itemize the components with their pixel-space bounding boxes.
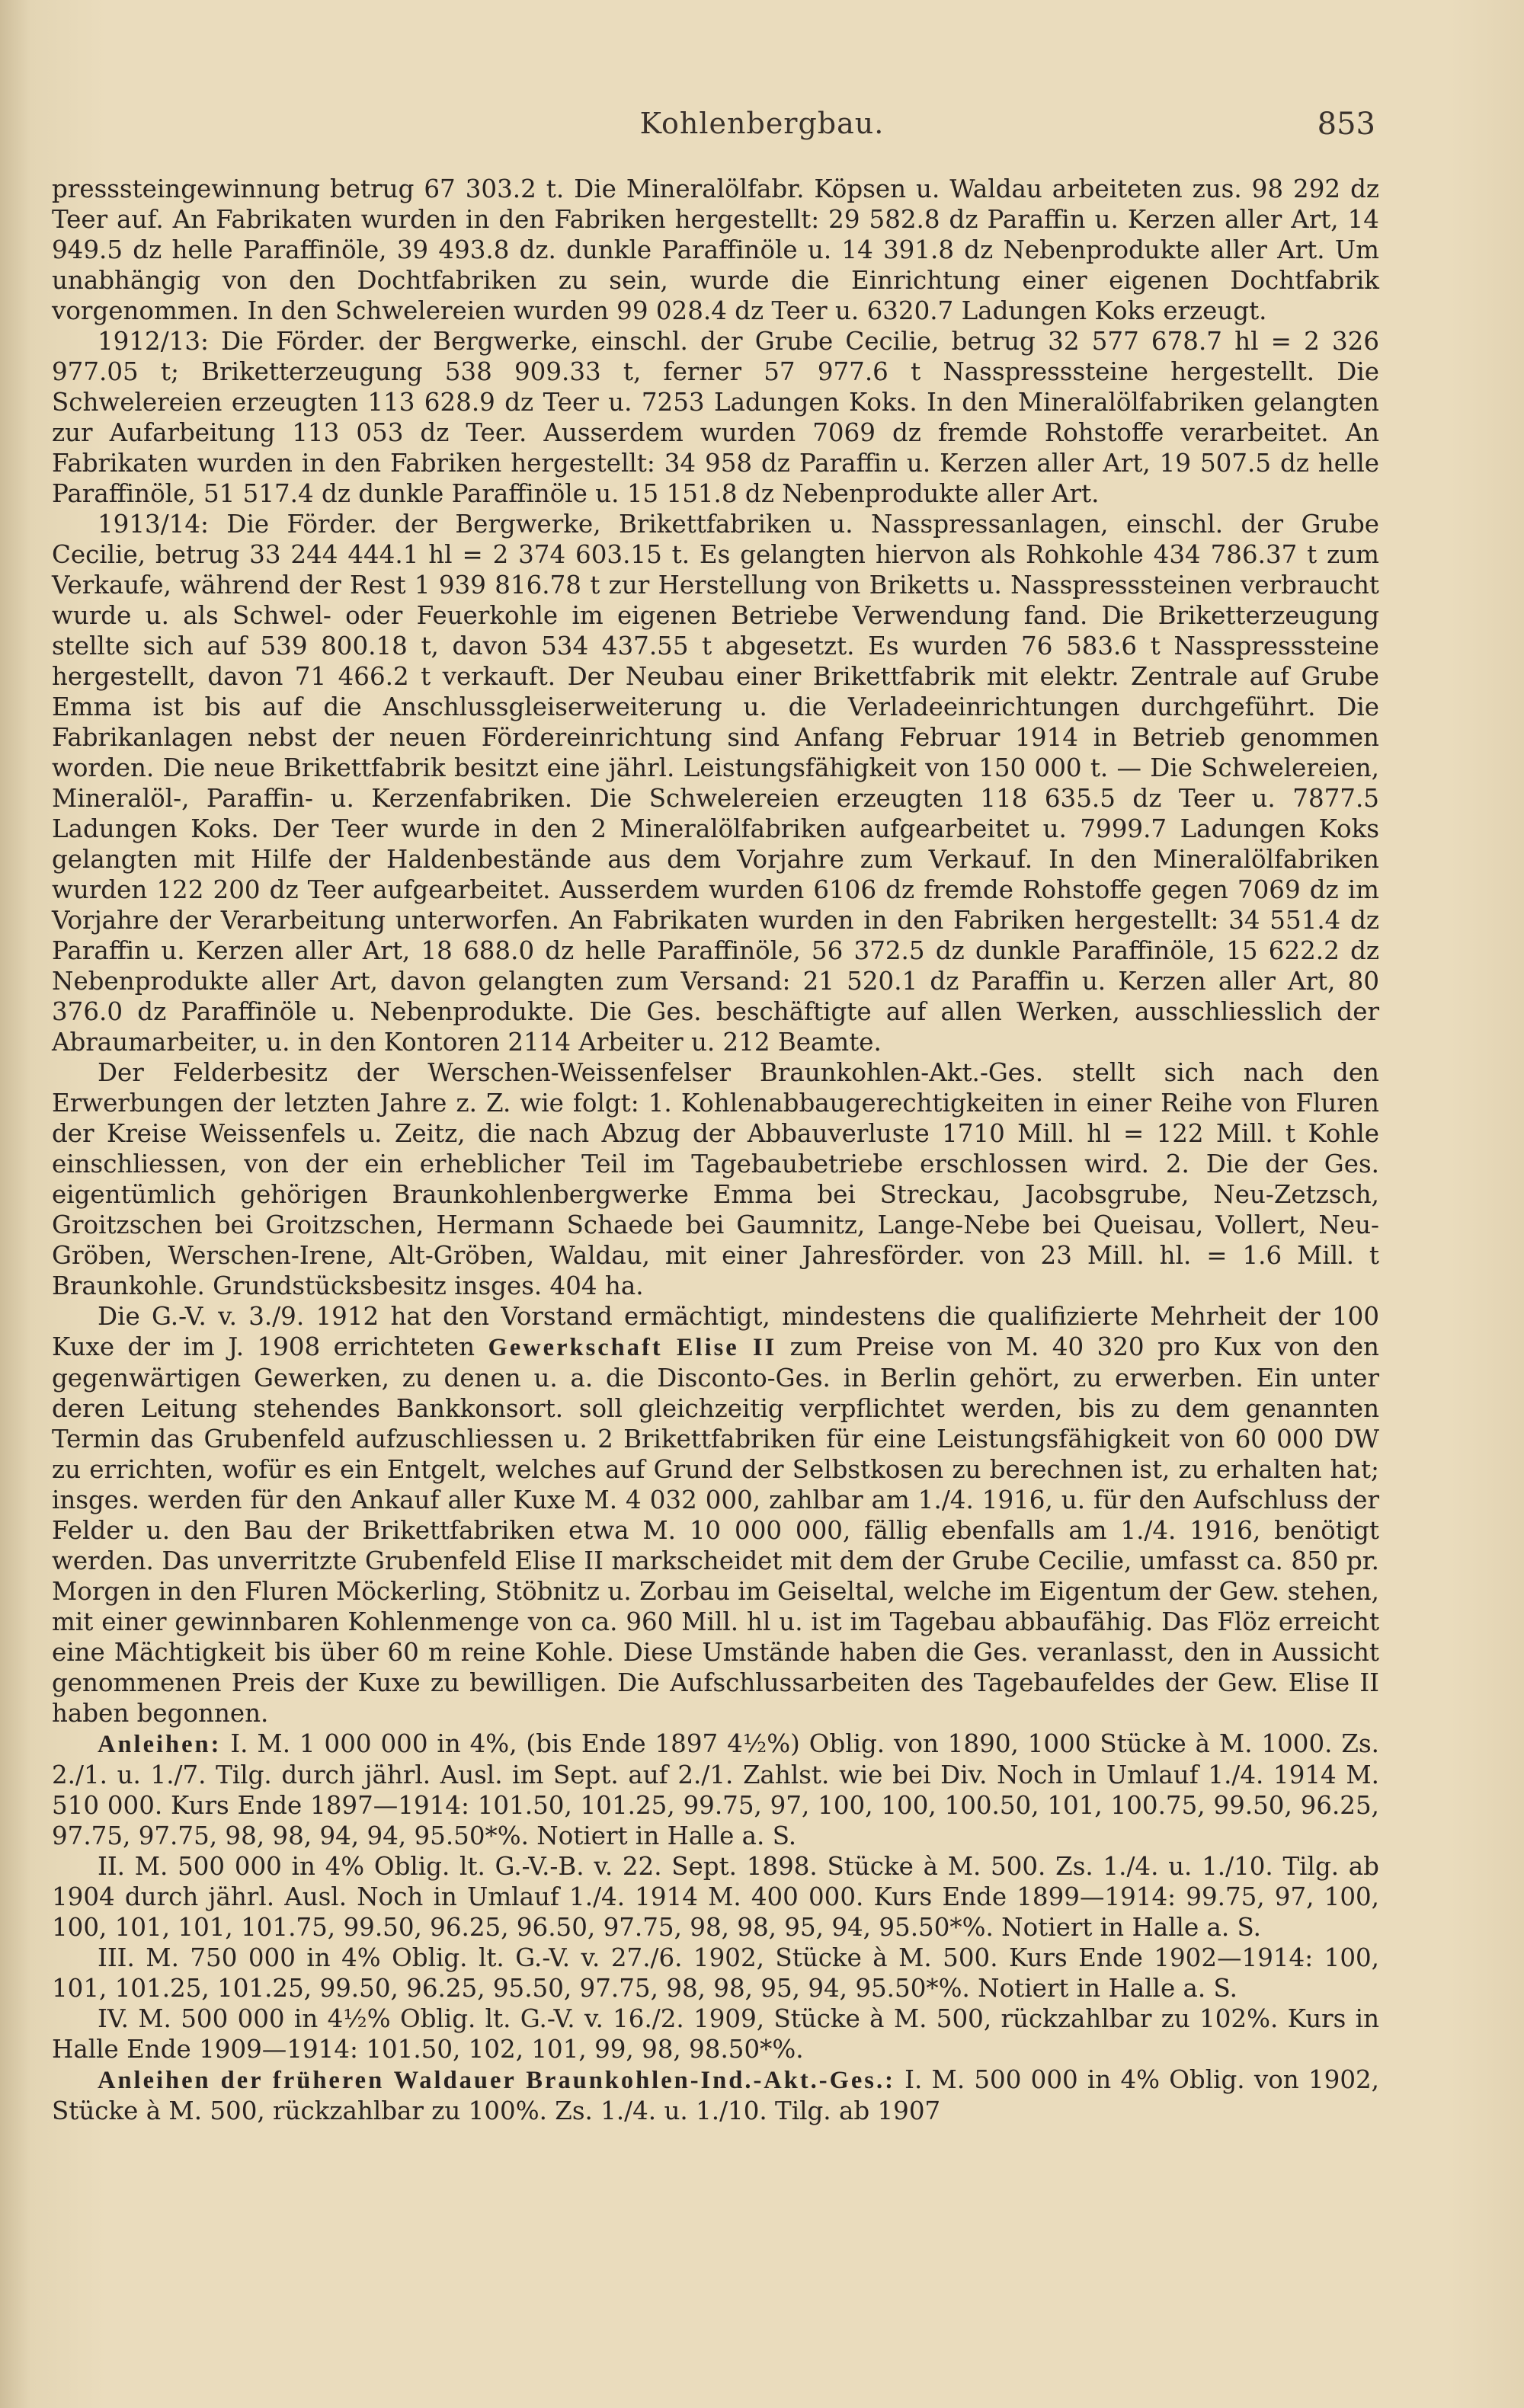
- emphasized-text: Anleihen der früheren Waldauer Braunkohlen-Ind.-Akt.-Ges.:: [98, 2067, 895, 2094]
- paragraph: 1913/14: Die Förder. der Bergwerke, Brikettfabriken u. Nasspressanlagen, einschl. der Grube Cecilie, betrug 33 244 444.1 hl = 2 374 603.15 t. Es gelangten hiervon als Rohkohle 434 786.37 t zum Verkaufe, während der Rest 1 939 816.78 t zur Herstellung von Briketts u. Nasspresssteinen verbraucht wurde u. als Schwel- oder Feuerkohle im eigenen Betriebe Verwendung fand. Die Briketterzeugung stellte sich auf 539 800.18 t, davon 534 437.55 t abgesetzt. Es wurden 76 583.6 t Nasspresssteine hergestellt, davon 71 466.2 t verkauft. Der Neubau einer Brikettfabrik mit elektr. Zentrale auf Grube Emma ist bis auf die Anschlussgleiserweiterung u. die Verladeeinrichtungen durchgeführt. Die Fabrikanlagen nebst der neuen Fördereinrichtung sind Anfang Februar 1914 in Betrieb genommen worden. Die neue Brikettfabrik besitzt eine jährl. Leistungsfähigkeit von 150 000 t. — Die Schwelereien, Mineralöl-, Paraffin- u. Kerzenfabriken. Die Schwelereien erzeugten 118 635.5 dz Teer u. 7877.5 Ladungen Koks. Der Teer wurde in den 2 Mineralölfabriken aufgearbeitet u. 7999.7 Ladungen Koks gelangten mit Hilfe der Haldenbestände aus dem Vorjahre zum Verkauf. In den Mineralölfabriken wurden 122 200 dz Teer aufgearbeitet. Ausserdem wurden 6106 dz fremde Rohstoffe gegen 7069 dz im Vorjahre der Verarbeitung unterworfen. An Fabrikaten wurden in den Fabriken hergestellt: 34 551.4 dz Paraffin u. Kerzen aller Art, 18 688.0 dz helle Paraffinöle, 56 372.5 dz dunkle Paraffinöle, 15 622.2 dz Nebenprodukte aller Art, davon gelangten zum Versand: 21 520.1 dz Paraffin u. Kerzen aller Art, 80 376.0 dz Paraffinöle u. Nebenprodukte. Die Ges. beschäftigte auf allen Werken, ausschliesslich der Abraumarbeiter, u. in den Kontoren 2114 Arbeiter u. 212 Beamte.: [52, 510, 1379, 1057]
- paragraph: III. M. 750 000 in 4% Oblig. lt. G.-V. v. 27./6. 1902, Stücke à M. 500. Kurs Ende 1902—1914: 100, 101, 101.25, 101.25, 99.50, 96.25, 95.50, 97.75, 98, 98, 95, 94, 95.50*%. Notiert in Halle a. S.: [52, 1943, 1379, 2003]
- emphasized-text: Gewerkschaft Elise II: [488, 1334, 777, 1361]
- body-text: [52, 174, 1379, 2126]
- paragraph: IV. M. 500 000 in 4½% Oblig. lt. G.-V. v. 16./2. 1909, Stücke à M. 500, rückzahlbar zu 102%. Kurs in Halle Ende 1909—1914: 101.50, 102, 101, 99, 98, 98.50*%.: [52, 2004, 1379, 2064]
- paragraph: presssteingewinnung betrug 67 303.2 t. Die Mineralölfabr. Köpsen u. Waldau arbeiteten zus. 98 292 dz Teer auf. An Fabrikaten wurden in den Fabriken hergestellt: 29 582.8 dz Paraffin u. Kerzen aller Art, 14 949.5 dz helle Paraffinöle, 39 493.8 dz. dunkle Paraffinöle u. 14 391.8 dz Nebenprodukte aller Art. Um unabhängig von den Dochtfabriken zu sein, wurde die Einrichtung einer eigenen Dochtfabrik vorgenommen. In den Schwelereien wurden 99 028.4 dz Teer u. 6320.7 Ladungen Koks erzeugt.: [52, 174, 1379, 325]
- paragraph: Anleihen: I. M. 1 000 000 in 4%, (bis Ende 1897 4½%) Oblig. von 1890, 1000 Stücke à M. 1000. Zs. 2./1. u. 1./7. Tilg. durch jährl. Ausl. im Sept. auf 2./1. Zahlst. wie bei Div. Noch in Umlauf 1./4. 1914 M. 510 000. Kurs Ende 1897—1914: 101.50, 101.25, 99.75, 97, 100, 100, 100.50, 101, 100.75, 99.50, 96.25, 97.75, 97.75, 98, 98, 94, 94, 95.50*%. Notiert in Halle a. S.: [52, 1729, 1379, 1850]
- running-head: Kohlenbergbau.: [639, 107, 885, 140]
- emphasized-text: Anleihen:: [98, 1731, 222, 1758]
- paragraph: Der Felderbesitz der Werschen-Weissenfelser Braunkohlen-Akt.-Ges. stellt sich nach den Erwerbungen der letzten Jahre z. Z. wie folgt: 1. Kohlenabbaugerechtigkeiten in einer Reihe von Fluren der Kreise Weissenfels u. Zeitz, die nach Abzug der Abbauverluste 1710 Mill. hl = 122 Mill. t Kohle einschliessen, von der ein erheblicher Teil im Tagebaubetriebe erschlossen wird. 2. Die der Ges. eigentümlich gehörigen Braunkohlenbergwerke Emma bei Streckau, Jacobsgrube, Neu-Zetzsch, Groitzschen bei Groitzschen, Hermann Schaede bei Gaumnitz, Lange-Nebe bei Queisau, Vollert, Neu-Gröben, Werschen-Irene, Alt-Gröben, Waldau, mit einer Jahresförder. von 23 Mill. hl. = 1.6 Mill. t Braunkohle. Grundstücksbesitz insges. 404 ha.: [52, 1058, 1379, 1300]
- paragraph: 1912/13: Die Förder. der Bergwerke, einschl. der Grube Cecilie, betrug 32 577 678.7 hl = 2 326 977.05 t; Briketterzeugung 538 909.33 t, ferner 57 977.6 t Nasspresssteine hergestellt. Die Schwelereien erzeugten 113 628.9 dz Teer u. 7253 Ladungen Koks. In den Mineralölfabriken gelangten zur Aufarbeitung 113 053 dz Teer. Ausserdem wurden 7069 dz fremde Rohstoffe verarbeitet. An Fabrikaten wurden in den Fabriken hergestellt: 34 958 dz Paraffin u. Kerzen aller Art, 19 507.5 dz helle Paraffinöle, 51 517.4 dz dunkle Paraffinöle u. 15 151.8 dz Nebenprodukte aller Art.: [52, 327, 1379, 508]
- page-number: 853: [1317, 107, 1375, 142]
- page-header: [0, 107, 1524, 152]
- paragraph: Anleihen der früheren Waldauer Braunkohlen-Ind.-Akt.-Ges.: I. M. 500 000 in 4% Oblig. von 1902, Stücke à M. 500, rückzahlbar zu 100%. Zs. 1./4. u. 1./10. Tilg. ab 1907: [52, 2065, 1380, 2125]
- paragraph: Die G.-V. v. 3./9. 1912 hat den Vorstand ermächtigt, mindestens die qualifizierte Mehrheit der 100 Kuxe der im J. 1908 errichteten Gewerkschaft Elise II zum Preise von M. 40 320 pro Kux von den gegenwärtigen Gewerken, zu denen u. a. die Disconto-Ges. in Berlin gehört, zu erwerben. Ein unter deren Leitung stehendes Bankkonsort. soll gleichzeitig verpflichtet werden, bis zu dem genannten Termin das Grubenfeld aufzuschliessen u. 2 Brikettfabriken für eine Leistungsfähigkeit von 60 000 DW zu errichten, wofür es ein Entgelt, welches auf Grund der Selbstkosen zu berechnen ist, zu erhalten hat; insges. werden für den Ankauf aller Kuxe M. 4 032 000, zahlbar am 1./4. 1916, u. für den Aufschluss der Felder u. den Bau der Brikettfabriken etwa M. 10 000 000, fällig ebenfalls am 1./4. 1916, benötigt werden. Das unverritzte Grubenfeld Elise II markscheidet mit dem der Grube Cecilie, umfasst ca. 850 pr. Morgen in den Fluren Möckerling, Stöbnitz u. Zorbau im Geiseltal, welche im Eigentum der Gew. stehen, mit einer gewinnbaren Kohlenmenge von ca. 960 Mill. hl u. ist im Tagebau abbaufähig. Das Flöz erreicht eine Mächtigkeit bis über 60 m reine Kohle. Diese Umstände haben die Ges. veranlasst, den in Aussicht genommenen Preis der Kuxe zu bewilligen. Die Aufschlussarbeiten des Tagebaufeldes der Gew. Elise II haben begonnen.: [52, 1302, 1379, 1728]
- paragraph: II. M. 500 000 in 4% Oblig. lt. G.-V.-B. v. 22. Sept. 1898. Stücke à M. 500. Zs. 1./4. u. 1./10. Tilg. ab 1904 durch jährl. Ausl. Noch in Umlauf 1./4. 1914 M. 400 000. Kurs Ende 1899—1914: 99.75, 97, 100, 100, 101, 101, 101.75, 99.50, 96.25, 96.50, 97.75, 98, 98, 95, 94, 95.50*%. Notiert in Halle a. S.: [52, 1852, 1379, 1942]
